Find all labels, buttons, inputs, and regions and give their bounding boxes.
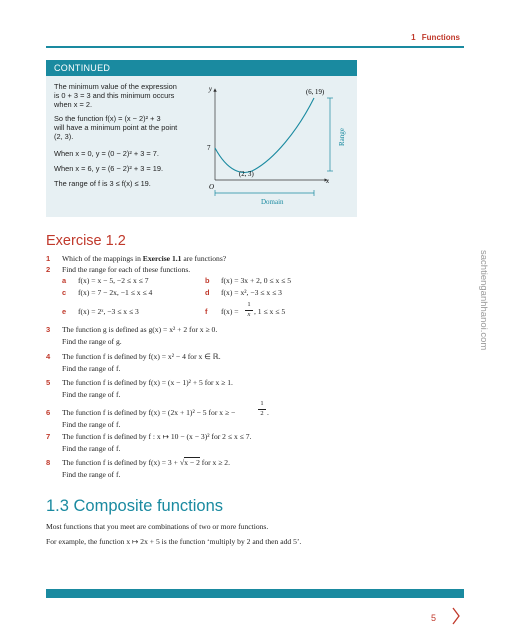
box-line: will have a minimum point at the point <box>54 123 178 132</box>
question-1: 1 Which of the mappings in Exercise 1.1 are functions? <box>46 254 227 263</box>
section-title: 1.3 Composite functions <box>46 497 224 515</box>
part-f-text: f(x) = <box>221 307 239 316</box>
page-number: 5 <box>431 613 437 623</box>
running-header <box>411 33 460 42</box>
question-2: 2 Find the range for each of these functions. <box>46 265 191 274</box>
box-line: is 0 + 3 = 3 and this minimum occurs <box>54 91 175 100</box>
parabola-curve <box>215 98 314 172</box>
y-intercept-label: 7 <box>207 144 211 152</box>
section-paragraph-2: For example, the function x ↦ 2x + 5 is the function ‘multiply by 2 and then add 5’. <box>46 537 302 546</box>
next-page-chevron-icon[interactable] <box>451 607 461 625</box>
question-8: 8 The function f is defined by f(x) = 3 + √x − 2 for x ≥ 2. Find the range of f. <box>46 458 230 479</box>
part-d-text: f(x) = x², −3 ≤ x ≤ 3 <box>221 288 282 297</box>
x-axis-label: x <box>326 177 330 185</box>
question-4: 4 The function f is defined by f(x) = x² − 4 for x ∈ ℝ. Find the range of f. <box>46 352 221 373</box>
question-5: 5 The function f is defined by f(x) = (x − 1)² + 5 for x ≥ 1. Find the range of f. <box>46 378 233 399</box>
part-a-text: f(x) = x − 5, −2 ≤ x ≤ 7 <box>78 276 149 285</box>
box-line: When x = 6, y = (6 − 2)² + 3 = 19. <box>54 164 164 173</box>
q6-frac-num: 1 <box>260 400 264 407</box>
range-label: Range <box>338 128 346 146</box>
box-line: The minimum value of the expression <box>54 82 177 91</box>
section-paragraph-1: Most functions that you meet are combinations of two or more functions. <box>46 522 269 531</box>
q6-frac-den: 2 <box>260 410 264 417</box>
watermark: sachtienganhhanoi.com <box>478 250 489 351</box>
part-f-frac-den: x <box>247 311 251 318</box>
chapter-number: 1 <box>411 33 416 42</box>
question-7: 7 The function f is defined by f : x ↦ 10 − (x − 3)² for 2 ≤ x ≤ 7. Find the range of f. <box>46 432 252 453</box>
question-2-row-1: a f(x) = x − 5, −2 ≤ x ≤ 7 b f(x) = 3x + 2, 0 ≤ x ≤ 5 <box>62 276 292 285</box>
end-point-label: (6, 19) <box>306 89 325 96</box>
part-f-frac-num: 1 <box>247 301 251 308</box>
question-3: 3 The function g is defined as g(x) = x² + 2 for x ≥ 0. Find the range of g. <box>46 325 218 346</box>
chapter-title: Functions <box>421 33 460 42</box>
q8-sqrt-radicand: x − 2 <box>184 458 200 467</box>
question-2-row-2: c f(x) = 7 − 2x, −1 ≤ x ≤ 4 d f(x) = x², −3 ≤ x ≤ 3 <box>62 288 282 297</box>
box-line: (2, 3). <box>54 132 74 141</box>
part-b-text: f(x) = 3x + 2, 0 ≤ x ≤ 5 <box>221 276 292 285</box>
origin-label: O <box>209 183 215 191</box>
question-6: 6 The function f is defined by f(x) = (2x + 1)² − 5 for x ≥ − 1 2 . Find the range of f. <box>46 400 269 429</box>
question-2-row-3: e f(x) = 2ˣ, −3 ≤ x ≤ 3 f f(x) = 1 x , 1 ≤ x ≤ 5 <box>62 301 286 318</box>
domain-label: Domain <box>261 198 284 206</box>
box-line: The range of f is 3 ≤ f(x) ≤ 19. <box>54 179 151 188</box>
header-rule <box>46 46 464 48</box>
box-line: when x = 2. <box>54 100 93 109</box>
box-line: So the function f(x) = (x − 2)² + 3 <box>54 114 161 123</box>
part-e-text: f(x) = 2ˣ, −3 ≤ x ≤ 3 <box>78 307 139 316</box>
minimum-point-label: (2, 3) <box>239 171 254 178</box>
exercise-title: Exercise 1.2 <box>46 233 126 249</box>
quadratic-graph <box>198 80 356 214</box>
part-c-text: f(x) = 7 − 2x, −1 ≤ x ≤ 4 <box>78 288 153 297</box>
y-axis-label: y <box>208 85 212 93</box>
worked-example-header <box>46 60 357 76</box>
footer-bar <box>46 589 464 598</box>
box-line: When x = 0, y = (0 − 2)² + 3 = 7. <box>54 149 159 158</box>
continued-label: CONTINUED <box>54 63 111 73</box>
